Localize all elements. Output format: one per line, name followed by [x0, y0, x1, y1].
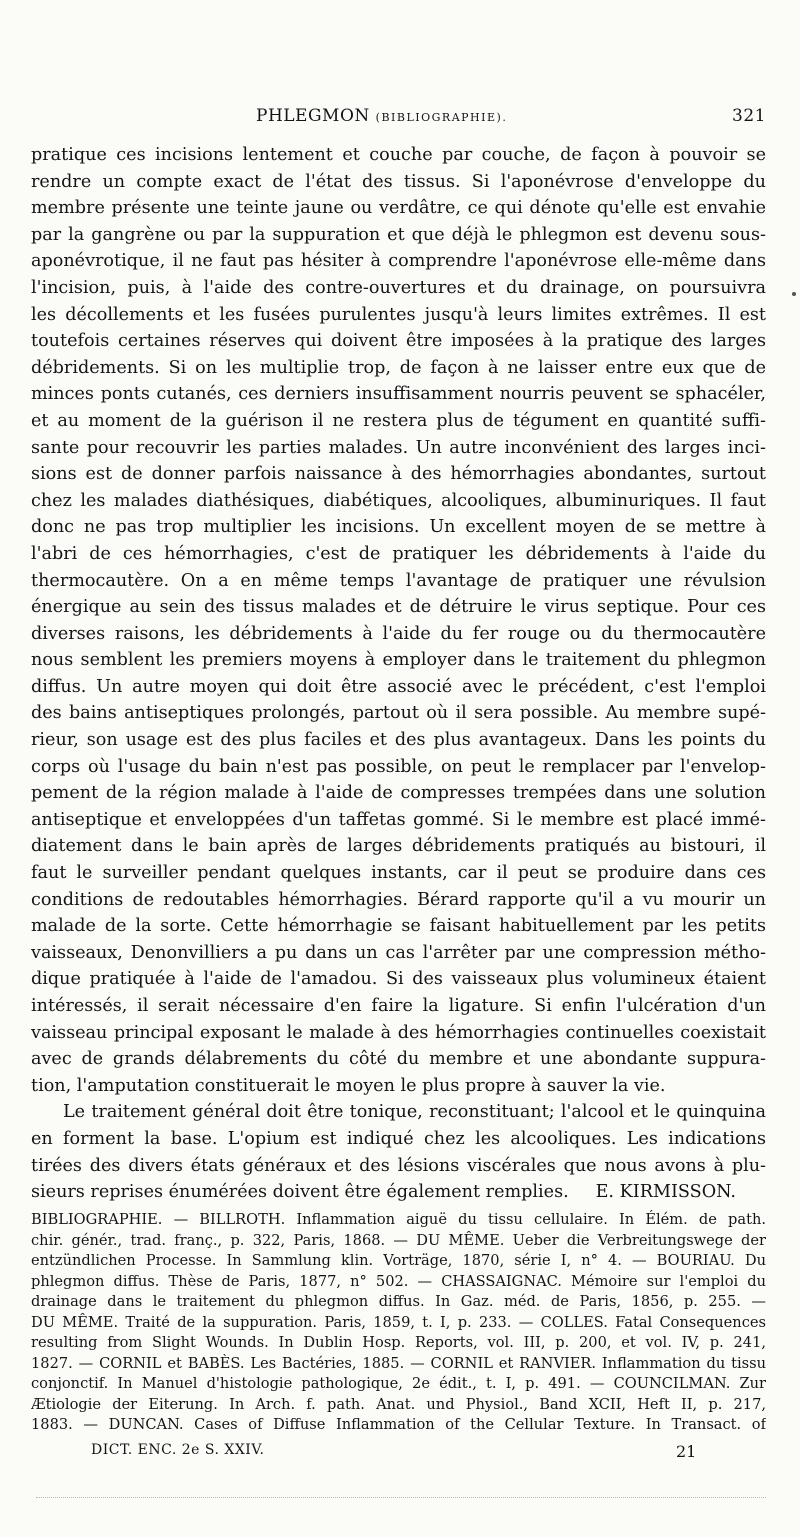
text-line: énergique au sein des tissus malades et de détruire le virus septique. Pour ces [31, 597, 766, 618]
text-line: toutefois certaines réserves qui doivent être imposées à la pratique des larges [31, 331, 766, 352]
dotted-rule [36, 1497, 766, 1500]
text-line: diatement dans le bain après de larges débridements pratiqués au bistouri, il [31, 836, 766, 857]
bibliography-line: entzündlichen Processe. In Sammlung klin. Vorträge, 1870, série I, n° 4. — BOURIAU. Du [31, 1252, 766, 1269]
bibliography-line: conjonctif. In Manuel d'histologie pathologique, 2e édit., t. I, p. 491. — COUNCILMAN. Zur [31, 1375, 766, 1392]
text-line: antiseptique et enveloppées d'un taffetas gommé. Si le membre est placé immé- [31, 809, 766, 830]
text-line: vaisseaux, Denonvilliers a pu dans un cas l'arrêter par une compression métho- [31, 942, 766, 963]
running-header [31, 106, 766, 130]
header-title-main: PHLEGMON [256, 106, 370, 126]
text-line: corps où l'usage du bain n'est pas possible, on peut le remplacer par l'envelop- [31, 756, 766, 777]
text-line: diverses raisons, les débridements à l'aide du fer rouge ou du thermocautère [31, 623, 766, 644]
text-line-with-signature [31, 1179, 766, 1206]
bibliography-line: 1827. — CORNIL et BABÈS. Les Bactéries, 1885. — CORNIL et RANVIER. Inflammation du tissu [31, 1354, 766, 1372]
bibliography-line: DU MÊME. Traité de la suppuration. Paris, 1859, t. I, p. 233. — COLLES. Fatal Consequences [31, 1313, 766, 1331]
text-line: pement de la région malade à l'aide de compresses trempées dans une solution [31, 783, 766, 804]
text-line: Le traitement général doit être tonique, reconstituant; l'alcool et le quinquina [63, 1102, 766, 1123]
text-line: sante pour recouvrir les parties malades. Un autre inconvénient des larges inci- [31, 437, 766, 458]
author-signature: E. KIRMISSON. [595, 1182, 736, 1203]
bibliography-line: 1883. — DUNCAN. Cases of Diffuse Inflammation of the Cellular Texture. In Transact. of [31, 1416, 766, 1433]
text-line: aponévrotique, il ne faut pas hésiter à comprendre l'aponévrose elle-même dans [31, 251, 766, 272]
text-line: par la gangrène ou par la suppuration et que déjà le phlegmon est devenu sous- [31, 224, 766, 245]
text-line: minces ponts cutanés, ces derniers insuffisamment nourris peuvent se sphacéler, [31, 384, 766, 405]
bibliography-line: chir. génér., trad. franç., p. 322, Paris, 1868. — DU MÊME. Ueber die Verbreitungswege der [31, 1231, 766, 1249]
footer-sheet-number: 21 [676, 1442, 697, 1461]
bibliography-line: phlegmon diffus. Thèse de Paris, 1877, n° 502. — CHASSAIGNAC. Mémoire sur l'emploi du [31, 1272, 766, 1290]
text-line: débridements. Si on les multiplie trop, de façon à ne laisser entre eux que de [31, 357, 766, 378]
text-line: thermocautère. On a en même temps l'avantage de pratiquer une révulsion [31, 570, 766, 591]
text-line: donc ne pas trop multiplier les incisions. Un excellent moyen de se mettre à [31, 517, 766, 538]
text-line: tirées des divers états généraux et des lésions viscérales que nous avons à plu- [31, 1155, 766, 1176]
closing-sentence: sieurs reprises énumérées doivent être également remplies. [31, 1182, 569, 1203]
text-line: des bains antiseptiques prolongés, partout où il sera possible. Au membre supé- [31, 703, 766, 724]
document-page [31, 0, 766, 1537]
text-line: nous semblent les premiers moyens à employer dans le traitement du phlegmon [31, 650, 766, 671]
text-line: chez les malades diathésiques, diabétiques, alcooliques, albuminuriques. Il faut [31, 490, 766, 511]
text-line: sions est de donner parfois naissance à des hémorrhagies abondantes, surtout [31, 464, 766, 485]
text-line: avec de grands délabrements du côté du membre et une abondante suppura- [31, 1049, 766, 1070]
text-line: dique pratiquée à l'aide de l'amadou. Si des vaisseaux plus volumineux étaient [31, 969, 766, 990]
bibliography-line: BIBLIOGRAPHIE. — BILLROTH. Inflammation aiguë du tissu cellulaire. In Élém. de path. [31, 1211, 766, 1228]
body-text [31, 142, 766, 1206]
bibliography-line: resulting from Slight Wounds. In Dublin Hosp. Reports, vol. III, p. 200, et vol. IV, p. 241, [31, 1334, 766, 1351]
text-line: pratique ces incisions lentement et couche par couche, de façon à pouvoir se [31, 145, 766, 165]
footer [91, 1442, 766, 1464]
header-title-sub: (BIBLIOGRAPHIE). [375, 111, 508, 124]
text-line: vaisseau principal exposant le malade à des hémorrhagies continuelles coexistait [31, 1022, 766, 1043]
text-line: l'incision, puis, à l'aide des contre-ouvertures et du drainage, on poursuivra [31, 277, 766, 298]
header-title [256, 106, 507, 126]
text-line: les décollements et les fusées purulentes jusqu'à leurs limites extrêmes. Il est [31, 304, 766, 325]
bibliography [31, 1210, 766, 1436]
text-line: l'abri de ces hémorrhagies, c'est de pratiquer les débridements à l'aide du [31, 543, 766, 564]
margin-speck [792, 292, 796, 296]
text-line: rieur, son usage est des plus faciles et des plus avantageux. Dans les points du [31, 730, 766, 751]
text-line: tion, l'amputation constituerait le moyen le plus propre à sauver la vie. [31, 1075, 666, 1096]
header-page-number: 321 [732, 106, 766, 126]
text-line: intéressés, il serait nécessaire d'en faire la ligature. Si enfin l'ulcération d'un [31, 996, 766, 1016]
text-line: en forment la base. L'opium est indiqué chez les alcooliques. Les indications [31, 1128, 766, 1149]
text-line: et au moment de la guérison il ne restera plus de tégument en quantité suffi- [31, 410, 766, 431]
text-line: membre présente une teinte jaune ou verdâtre, ce qui dénote qu'elle est envahie [31, 198, 766, 219]
text-line: conditions de redoutables hémorrhagies. Bérard rapporte qu'il a vu mourir un [31, 889, 766, 910]
footer-signature-mark: DICT. ENC. 2e S. XXIV. [91, 1442, 265, 1458]
bibliography-line: Ætiologie der Eiterung. In Arch. f. path. Anat. und Physiol., Band XCII, Heft II, p. 217, [31, 1395, 766, 1413]
text-line: faut le surveiller pendant quelques instants, car il peut se produire dans ces [31, 863, 766, 884]
text-line: diffus. Un autre moyen qui doit être associé avec le précédent, c'est l'emploi [31, 676, 766, 697]
text-line: malade de la sorte. Cette hémorrhagie se faisant habituellement par les petits [31, 916, 766, 937]
bibliography-line: drainage dans le traitement du phlegmon diffus. In Gaz. méd. de Paris, 1856, p. 255. — [31, 1293, 766, 1310]
text-line: rendre un compte exact de l'état des tissus. Si l'aponévrose d'enveloppe du [31, 171, 766, 192]
